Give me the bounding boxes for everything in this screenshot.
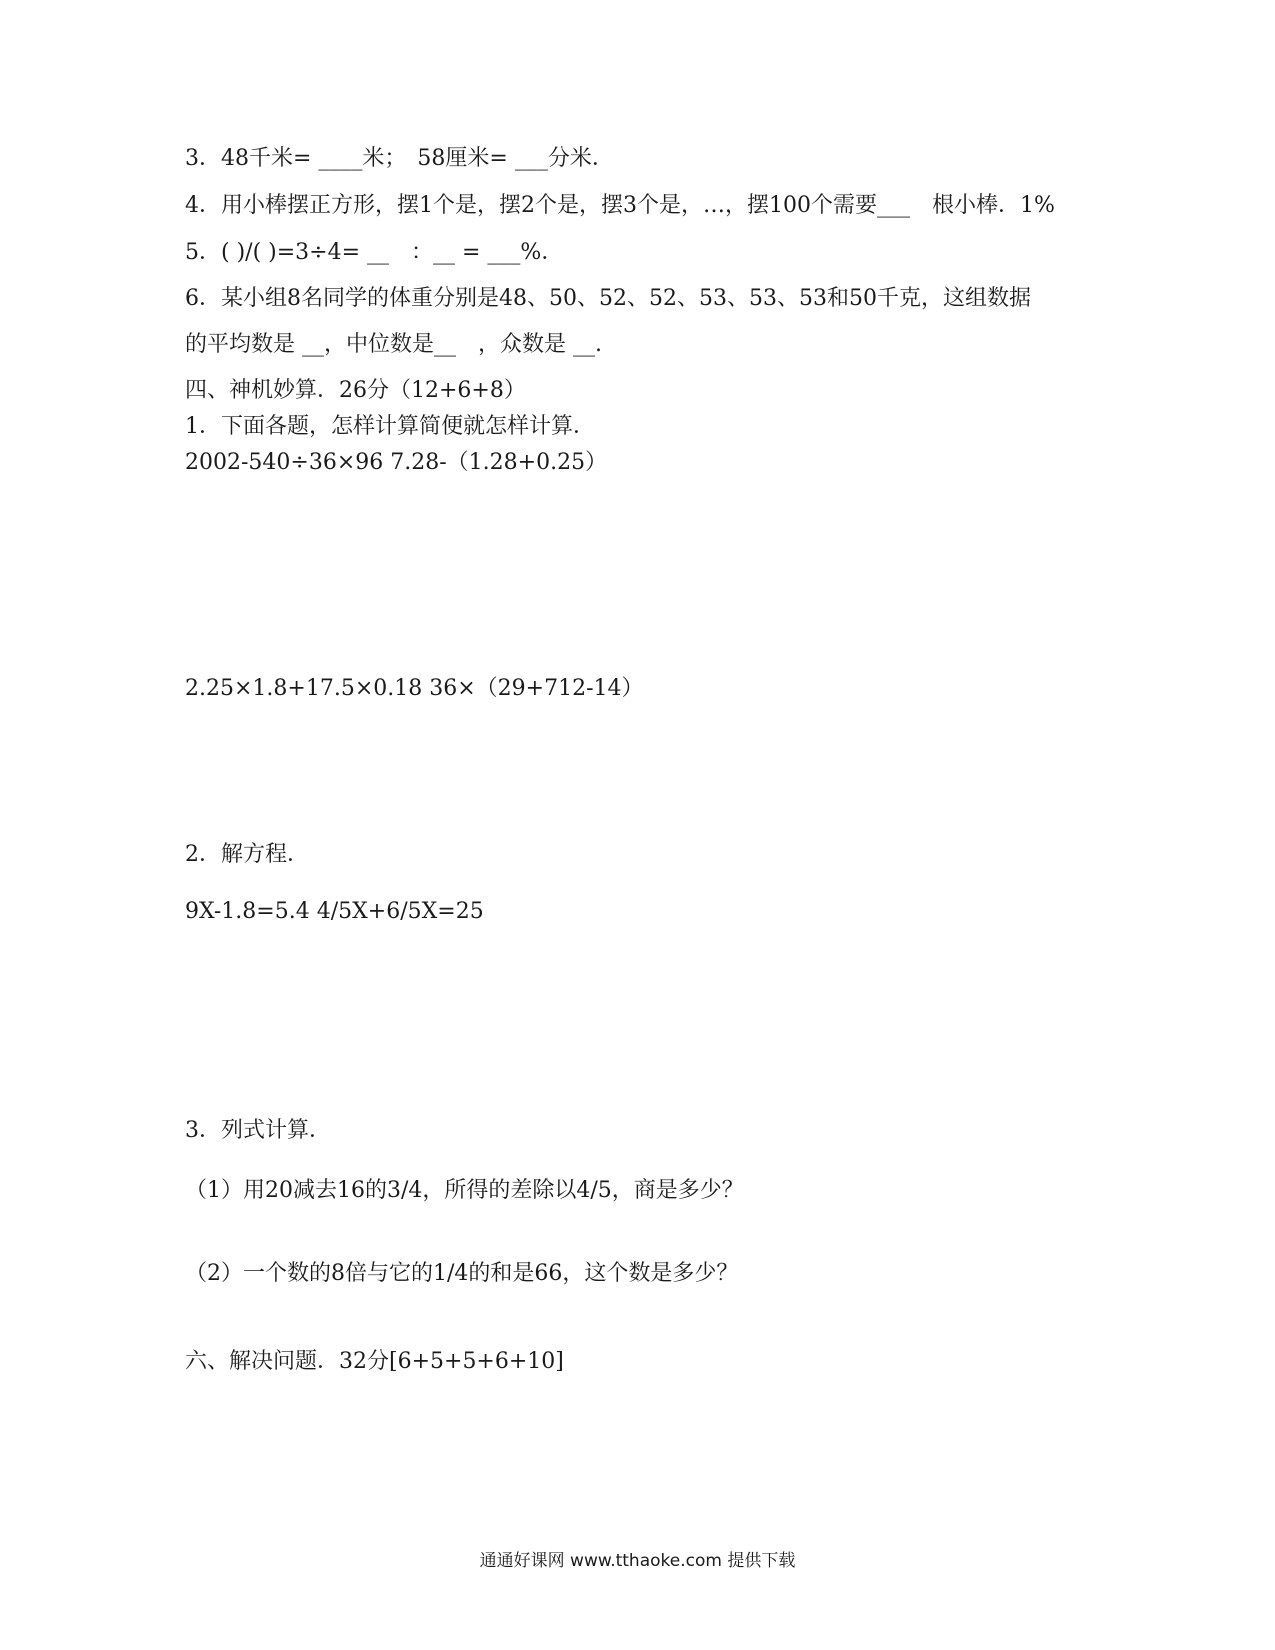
page-footer: 通通好课网 www.tthaoke.com 提供下载	[479, 1551, 796, 1571]
section-4-heading: 四、神机妙算．26分（12+6+8）	[185, 378, 526, 403]
section-4-q2-row-1: 9X-1.8=5.4 4/5X+6/5X=25	[185, 899, 484, 924]
section-4-q3-item-2: （2）一个数的8倍与它的1/4的和是66，这个数是多少？	[185, 1261, 739, 1286]
question-6-line-1: 6．某小组8名同学的体重分别是48、50、52、52、53、53、53和50千克，这组数据	[185, 286, 1031, 311]
section-4-q2-title: 2．解方程．	[185, 842, 309, 867]
section-4-q1-row-1: 2002-540÷36×96 7.28-（1.28+0.25）	[185, 450, 608, 475]
question-5-ratio-percent: 5．( )/( )=3÷4= __ ：__ = ___%．	[185, 240, 564, 265]
question-4-square-sticks: 4．用小棒摆正方形，摆1个是，摆2个是，摆3个是，…，摆100个需要___ 根小棒．1%	[185, 193, 1055, 218]
section-4-q3-item-1: （1）用20减去16的3/4，所得的差除以4/5，商是多少？	[185, 1178, 744, 1203]
section-4-q3-title: 3．列式计算．	[185, 1118, 331, 1143]
question-6-line-2: 的平均数是 __，中位数是__ ，众数是 __.	[185, 332, 602, 357]
section-4-q1-row-2: 2.25×1.8+17.5×0.18 36×（29+712-14）	[185, 676, 644, 701]
section-6-heading: 六、解决问题．32分[6+5+5+6+10]	[185, 1349, 564, 1374]
question-3-unit-conversion: 3．48千米= ____米； 58厘米= ___分米．	[185, 146, 614, 171]
section-4-q1-title: 1．下面各题，怎样计算简便就怎样计算．	[185, 414, 595, 439]
